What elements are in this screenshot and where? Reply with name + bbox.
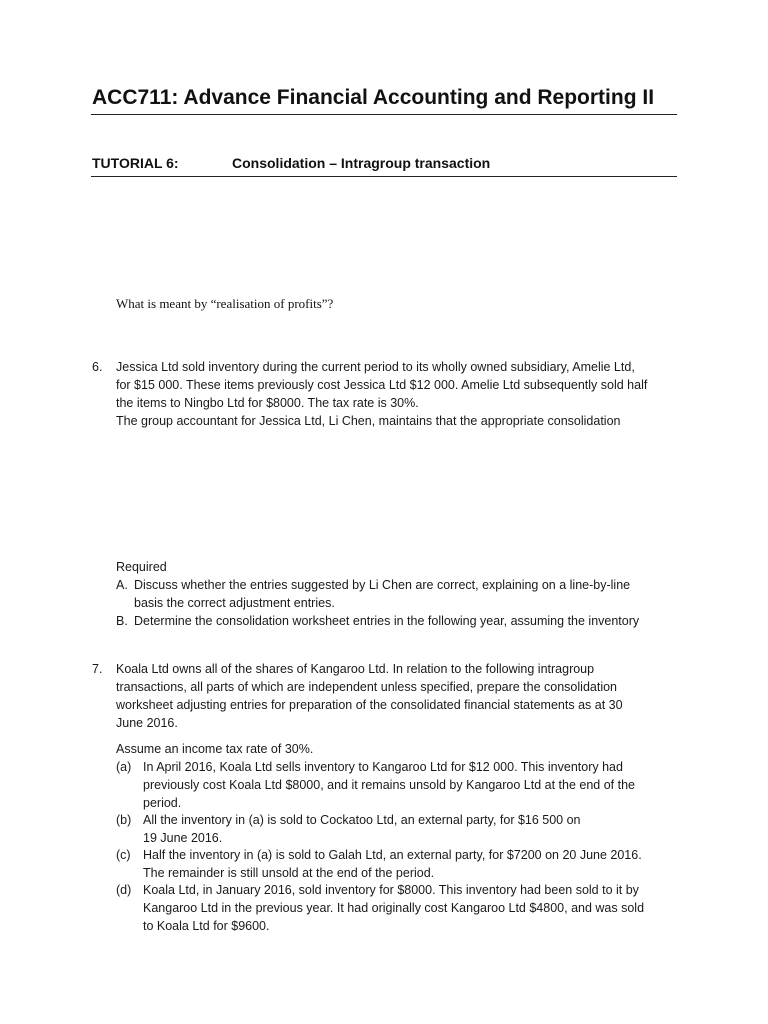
item-d xyxy=(143,881,644,935)
question-7-line: June 2016. xyxy=(116,716,178,730)
item-letter: (b) xyxy=(116,813,132,827)
item-b xyxy=(143,811,581,847)
tutorial-label: TUTORIAL 6: xyxy=(92,155,179,171)
item-line: Kangaroo Ltd in the previous year. It had originally cost Kangaroo Ltd $4800, and was sold xyxy=(143,901,645,915)
item-line: In April 2016, Koala Ltd sells inventory to Kangaroo Ltd for $12 000. This inventory had xyxy=(143,760,623,774)
option-line: Determine the consolidation worksheet entries in the following year, assuming the inventory xyxy=(134,614,640,628)
item-letter: (a) xyxy=(116,760,132,774)
required-label: Required xyxy=(116,560,167,574)
question-7-line: Koala Ltd owns all of the shares of Kangaroo Ltd. In relation to the following intragroup xyxy=(116,662,595,676)
question-6-number: 6. xyxy=(92,360,103,374)
option-letter: A. xyxy=(116,578,128,592)
option-letter: B. xyxy=(116,614,128,628)
question-6-line: for $15 000. These items previously cost Jessica Ltd $12 000. Amelie Ltd subsequently sold half xyxy=(116,378,648,392)
item-line: All the inventory in (a) is sold to Cockatoo Ltd, an external party, for $16 500 on xyxy=(143,813,581,827)
question-7-number: 7. xyxy=(92,662,103,676)
course-title: ACC711: Advance Financial Accounting and Reporting II xyxy=(92,86,655,109)
question-7-text xyxy=(116,660,686,732)
header-divider xyxy=(91,176,677,177)
item-letter: (c) xyxy=(116,848,131,862)
title-divider xyxy=(91,114,677,115)
question-7-line: transactions, all parts of which are independent unless specified, prepare the consolidation xyxy=(116,680,618,694)
assume-text: Assume an income tax rate of 30%. xyxy=(116,742,314,756)
question-6-text xyxy=(116,358,686,430)
intro-question: What is meant by “realisation of profits”? xyxy=(116,296,334,311)
question-6-line: the items to Ningbo Ltd for $8000. The tax rate is 30%. xyxy=(116,396,419,410)
item-line: Half the inventory in (a) is sold to Galah Ltd, an external party, for $7200 on 20 June 2016. xyxy=(143,848,642,862)
question-6-line: The group accountant for Jessica Ltd, Li Chen, maintains that the appropriate consolidation xyxy=(116,414,621,428)
item-line: Koala Ltd, in January 2016, sold inventory for $8000. This inventory had been sold to it by xyxy=(143,883,639,897)
option-line: Discuss whether the entries suggested by Li Chen are correct, explaining on a line-by-line xyxy=(134,578,631,592)
item-c xyxy=(143,846,642,882)
item-a xyxy=(143,758,635,812)
option-line: basis the correct adjustment entries. xyxy=(134,596,335,610)
item-letter: (d) xyxy=(116,883,132,897)
item-line: to Koala Ltd for $9600. xyxy=(143,919,270,933)
item-line: period. xyxy=(143,796,182,810)
question-7-line: worksheet adjusting entries for preparation of the consolidated financial statements as at 30 xyxy=(116,698,623,712)
tutorial-topic: Consolidation – Intragroup transaction xyxy=(232,155,491,171)
item-line: The remainder is still unsold at the end of the period. xyxy=(143,866,435,880)
question-6-line: Jessica Ltd sold inventory during the current period to its wholly owned subsidiary, Amelie Ltd, xyxy=(116,360,635,374)
item-line: previously cost Koala Ltd $8000, and it remains unsold by Kangaroo Ltd at the end of the xyxy=(143,778,635,792)
item-line: 19 June 2016. xyxy=(143,831,223,845)
